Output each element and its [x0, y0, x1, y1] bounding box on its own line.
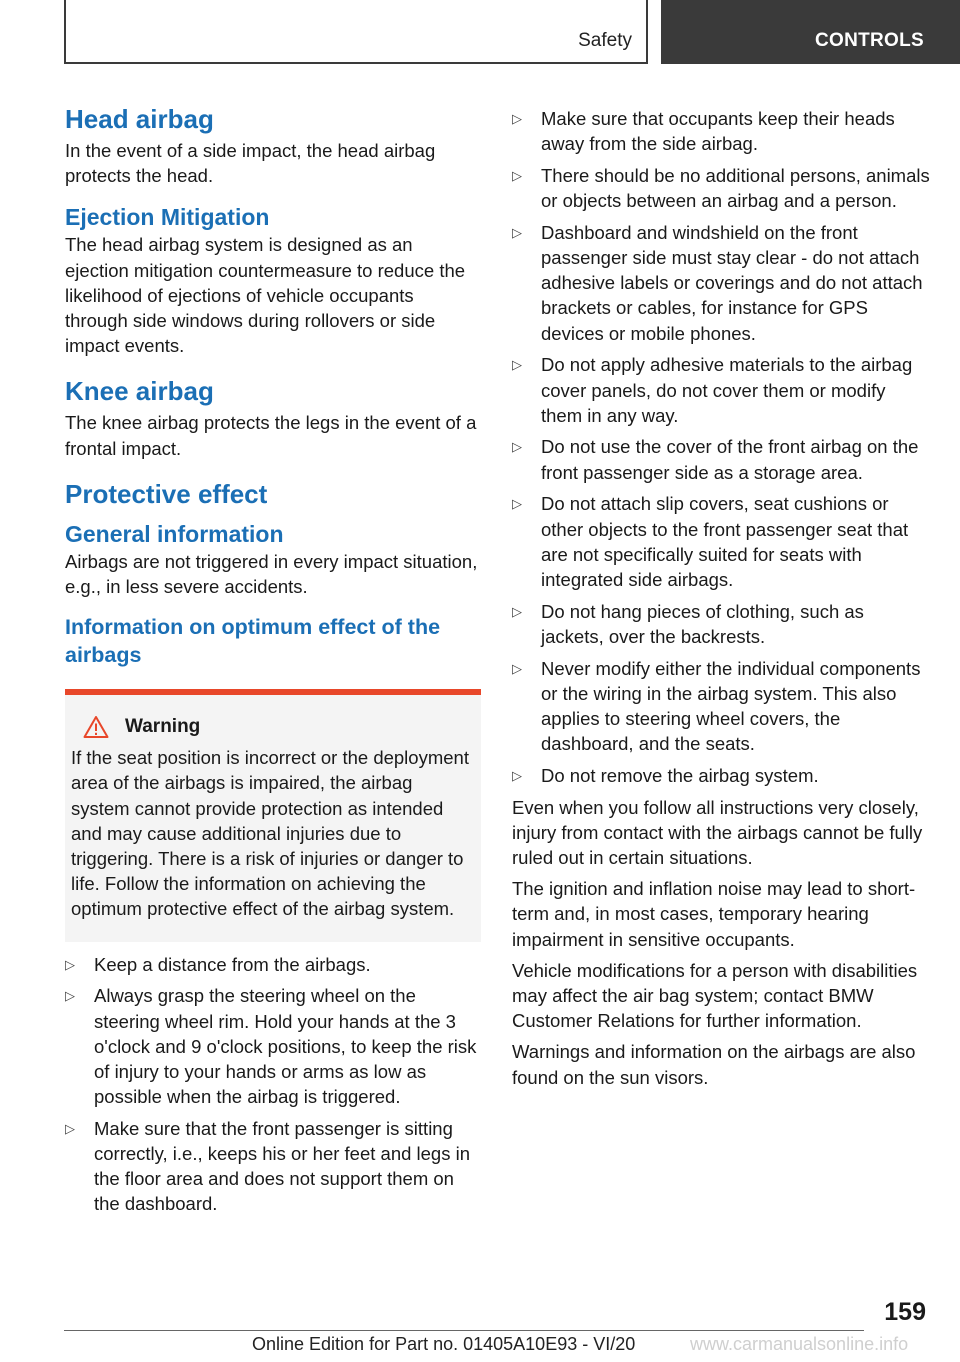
paragraph-head-airbag: In the event of a side impact, the head airbag protects the head. — [65, 140, 436, 187]
heading-protective-effect: Protective effect — [65, 478, 268, 509]
triangle-right-icon: ▷ — [512, 357, 522, 373]
list-item: ▷ Keep a distance from the airbags. — [65, 953, 371, 975]
triangle-right-icon: ▷ — [512, 111, 522, 126]
triangle-right-icon: ▷ — [65, 988, 75, 1004]
warning-box — [65, 689, 481, 941]
list-item: ▷ Never modify either the individual components or the wiring in the airbag system. This also applies to steering wheel covers, the dashboard, and the seats. — [512, 657, 921, 755]
paragraph-vehicle-modifications: Vehicle modifications for a person with disabilities may affect the air bag system; contact BMW Customer Relations for further information. — [512, 959, 918, 1032]
left-column — [65, 100, 481, 1223]
heading-ejection-mitigation: Ejection Mitigation — [65, 204, 270, 231]
page-number: 159 — [884, 1298, 926, 1326]
footer-edition: Online Edition for Part no. 01405A10E93 - VI/20 — [252, 1334, 636, 1354]
list-item: ▷ Do not attach slip covers, seat cushions or other objects to the front passenger seat that are not specifically suited for seats with integrated side airbags. — [512, 493, 909, 590]
paragraph-injury-risk: Even when you follow all instructions very closely, injury from contact with the airbags cannot be fully ruled out in certain situations. — [512, 796, 923, 868]
list-item: ▷ Make sure that occupants keep their heads away from the side airbag. — [512, 108, 895, 155]
triangle-right-icon: ▷ — [512, 660, 522, 676]
list-item: ▷ Do not use the cover of the front airbag on the front passenger side as a storage area. — [512, 436, 919, 483]
right-column — [512, 106, 930, 1090]
heading-head-airbag: Head airbag — [65, 104, 214, 134]
list-item: ▷ There should be no additional persons, animals or objects between an airbag and a person. — [512, 164, 930, 212]
triangle-right-icon: ▷ — [65, 956, 75, 972]
list-item: ▷ Do not remove the airbag system. — [512, 764, 819, 786]
paragraph-knee-airbag: The knee airbag protects the legs in the event of a frontal impact. — [65, 412, 477, 459]
section-title: Safety — [578, 30, 632, 51]
paragraph-ejection-mitigation: The head airbag system is designed as an ejection mitigation countermeasure to reduce the likelihood of ejections of vehicle occupants through side windows during rollovers or side impact events. — [65, 234, 466, 357]
watermark-text: www.carmanualsonline.info — [690, 1334, 909, 1354]
right-bullet-list — [512, 106, 930, 788]
paragraph-inflation-noise: The ignition and inflation noise may lead to short-term and, in most cases, temporary hearing impairment in sensitive occupants. — [512, 878, 916, 950]
list-item: ▷ Dashboard and windshield on the front passenger side must stay clear - do not attach adhesive labels or coverings and do not attach brackets or cables, for instance for GPS devices or mobile phones. — [512, 221, 923, 344]
warning-triangle-icon — [83, 715, 109, 739]
paragraph-sun-visors: Warnings and information on the airbags are also found on the sun visors. — [512, 1041, 916, 1088]
warning-header — [83, 715, 475, 739]
heading-knee-airbag: Knee airbag — [65, 376, 214, 407]
list-item: ▷ Do not apply adhesive materials to the airbag cover panels, do not cover them or modify them in any way. — [512, 354, 913, 426]
triangle-right-icon: ▷ — [512, 439, 522, 455]
triangle-right-icon: ▷ — [512, 224, 522, 240]
paragraph-general-information: Airbags are not triggered in every impact situation, e.g., in less severe accidents. — [65, 550, 478, 598]
list-item: ▷ Do not hang pieces of clothing, such as jackets, over the backrests. — [512, 600, 864, 647]
triangle-right-icon: ▷ — [512, 767, 522, 783]
warning-title: Warning — [125, 716, 201, 738]
triangle-right-icon: ▷ — [512, 496, 522, 512]
left-bullet-list — [65, 952, 481, 1217]
warning-text: If the seat position is incorrect or the deployment area of the airbags is impaired, the airbag system cannot provide protection as intended and may cause additional injuries due to triggering. There is a risk of injuries or danger to life. Follow the information on achieving the optimum protective effect of the airbag system. — [71, 747, 469, 920]
list-item: ▷ Always grasp the steering wheel on the steering wheel rim. Hold your hands at the 3 o'clock and 9 o'clock positions, to keep the risk of injury to your hands or arms as low as possible when the airbag is triggered. — [65, 985, 477, 1108]
heading-general-information: General information — [65, 520, 284, 547]
heading-optimum-effect: Information on optimum effect of the airbags — [65, 615, 441, 668]
list-item: ▷ Make sure that the front passenger is sitting correctly, i.e., keeps his or her feet and legs in the floor area and does not support them on the dashboard. — [65, 1117, 471, 1215]
triangle-right-icon: ▷ — [65, 1120, 75, 1136]
chapter-tab — [661, 0, 960, 64]
chapter-title: CONTROLS — [815, 30, 925, 51]
header-frame — [64, 0, 648, 64]
triangle-right-icon: ▷ — [512, 603, 522, 619]
triangle-right-icon: ▷ — [512, 167, 522, 183]
footer-divider — [64, 1330, 864, 1331]
